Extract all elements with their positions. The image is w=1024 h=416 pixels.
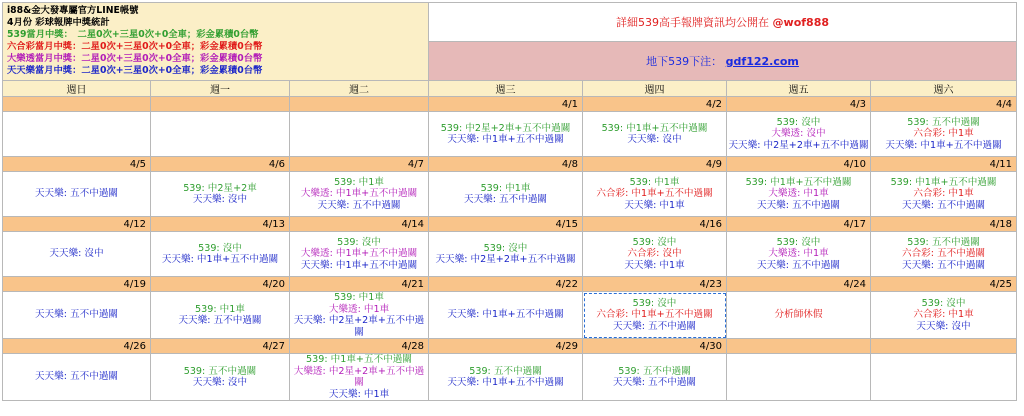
result-line: 大樂透: 中1車+五不中過關 xyxy=(300,248,418,260)
result-line: 大樂透: 中2星+2車+五不中過關 xyxy=(293,365,425,388)
result-line: 天天樂: 中1車+五不中過關 xyxy=(300,259,418,271)
results-row xyxy=(3,292,1017,339)
result-line: 分析師休假 xyxy=(774,309,823,321)
weekday-cell[interactable]: 週日 xyxy=(3,81,151,97)
result-line: 天天樂: 五不中過關 xyxy=(902,259,986,271)
date-row xyxy=(3,97,1017,112)
date-cell[interactable]: 4/8 xyxy=(429,157,583,172)
result-line: 天天樂: 五不中過關 xyxy=(34,371,119,383)
header-line: 天天樂當月中獎：二星0次+三星0次+0全車；彩金累積0台幣 xyxy=(7,65,263,76)
result-line: 天天樂: 沒中 xyxy=(627,134,682,145)
result-line: 天天樂: 中1車 xyxy=(328,388,390,400)
result-cell[interactable] xyxy=(583,172,727,217)
date-cell[interactable]: 4/13 xyxy=(151,217,290,232)
stats-header[interactable] xyxy=(3,3,429,81)
result-line: 六合彩: 五不中過關 xyxy=(902,248,986,260)
result-cell[interactable] xyxy=(583,292,727,339)
result-line: 539: 中1車+五不中過關 xyxy=(745,176,852,188)
result-line: 天天樂: 五不中過關 xyxy=(463,194,548,205)
result-cell[interactable] xyxy=(3,354,151,401)
result-cell[interactable] xyxy=(871,172,1017,217)
weekday-header-row xyxy=(3,81,1017,97)
result-cell[interactable] xyxy=(727,172,871,217)
result-cell[interactable] xyxy=(429,112,583,157)
result-line: 539: 中1車+五不中過關 xyxy=(890,176,997,188)
result-line: 大樂透: 沒中 xyxy=(771,128,826,140)
date-cell[interactable]: 4/22 xyxy=(429,277,583,292)
result-line: 天天樂: 五不中過關 xyxy=(756,259,841,271)
date-cell[interactable]: 4/4 xyxy=(871,97,1017,112)
weekday-cell[interactable]: 週六 xyxy=(871,81,1017,97)
site-link[interactable]: gdf122.com xyxy=(725,55,799,68)
result-line: 天天樂: 五不中過關 xyxy=(34,188,119,200)
result-line: 539: 沒中 xyxy=(776,116,821,128)
result-line: 天天樂: 中2星+2車+五不中過關 xyxy=(728,139,869,151)
date-cell[interactable]: 4/29 xyxy=(429,339,583,354)
weekday-cell[interactable]: 週三 xyxy=(429,81,583,97)
result-cell[interactable] xyxy=(583,354,727,401)
site-banner[interactable] xyxy=(429,42,1017,81)
weekday-cell[interactable]: 週二 xyxy=(290,81,429,97)
result-line: 539: 沒中 xyxy=(921,297,966,309)
result-line: 天天樂: 中1車+五不中過關 xyxy=(161,254,279,265)
date-cell[interactable]: 4/26 xyxy=(3,339,151,354)
weekday-cell[interactable]: 週一 xyxy=(151,81,290,97)
result-line: 天天樂: 五不中過關 xyxy=(612,377,697,388)
date-cell[interactable] xyxy=(871,339,1017,354)
result-line: 539: 中1車+五不中過關 xyxy=(306,354,412,365)
result-line: 539: 中1車 xyxy=(629,176,680,188)
result-line: 539: 中2星+2車 xyxy=(183,182,257,194)
date-cell[interactable] xyxy=(151,97,290,112)
result-line: 六合彩: 中1車+五不中過關 xyxy=(596,309,713,321)
result-cell[interactable] xyxy=(429,354,583,401)
calendar-table xyxy=(2,2,1017,401)
result-line: 天天樂: 中2星+2車+五不中過關 xyxy=(293,315,425,338)
result-line: 539: 沒中 xyxy=(632,297,677,309)
result-line: 六合彩: 中1車 xyxy=(913,309,974,321)
result-line: 六合彩: 沒中 xyxy=(627,248,682,260)
result-line: 天天樂: 沒中 xyxy=(192,377,248,388)
result-line: 天天樂: 沒中 xyxy=(49,248,104,260)
result-line: 大樂透: 中1車 xyxy=(328,303,390,315)
result-cell[interactable] xyxy=(727,112,871,157)
result-line: 六合彩: 中1車 xyxy=(913,188,974,200)
weekday-cell[interactable]: 週四 xyxy=(583,81,727,97)
result-cell[interactable] xyxy=(429,292,583,339)
result-cell[interactable] xyxy=(583,112,727,157)
header-line: 大樂透當月中獎：二星0次+三星0次+0全車；彩金累積0台幣 xyxy=(7,53,263,64)
date-cell[interactable] xyxy=(727,339,871,354)
result-cell[interactable] xyxy=(290,112,429,157)
result-cell[interactable] xyxy=(871,354,1017,401)
result-line: 大樂透: 中1車 xyxy=(768,248,829,260)
result-line: 天天樂: 五不中過關 xyxy=(34,309,119,321)
date-cell[interactable]: 4/10 xyxy=(727,157,871,172)
result-line: 539: 中1車 xyxy=(334,176,384,188)
result-line: 天天樂: 中2星+2車+五不中過關 xyxy=(435,254,576,265)
result-line: 539: 五不中過關 xyxy=(183,365,257,377)
date-cell[interactable]: 4/5 xyxy=(3,157,151,172)
result-line: 天天樂: 中1車 xyxy=(624,199,685,211)
header-line: 539當月中獎： 二星0次+三星0次+0全車；彩金累積0台幣 xyxy=(7,29,259,40)
result-line: 539: 中1車 xyxy=(480,182,531,194)
date-cell[interactable]: 4/30 xyxy=(583,339,727,354)
promo-text: 詳細539高手報牌資訊均公開在 xyxy=(616,16,773,29)
date-cell[interactable]: 4/14 xyxy=(290,217,429,232)
result-line: 天天樂: 中1車+五不中過關 xyxy=(447,134,564,145)
date-cell[interactable]: 4/3 xyxy=(727,97,871,112)
result-line: 天天樂: 五不中過關 xyxy=(756,199,841,211)
date-cell[interactable]: 4/1 xyxy=(429,97,583,112)
result-line: 天天樂: 中1車+五不中過關 xyxy=(447,377,564,388)
results-row xyxy=(3,232,1017,277)
date-cell[interactable] xyxy=(3,97,151,112)
date-row xyxy=(3,277,1017,292)
date-cell[interactable]: 4/12 xyxy=(3,217,151,232)
date-cell[interactable]: 4/7 xyxy=(290,157,429,172)
result-cell[interactable] xyxy=(871,292,1017,339)
header-line: 4月份 彩球報牌中獎統計 xyxy=(7,17,110,28)
date-cell[interactable]: 4/17 xyxy=(727,217,871,232)
date-cell[interactable]: 4/23 xyxy=(583,277,727,292)
result-line: 天天樂: 沒中 xyxy=(192,194,248,205)
date-row xyxy=(3,157,1017,172)
result-line: 大樂透: 中1車+五不中過關 xyxy=(300,188,418,200)
result-cell[interactable] xyxy=(871,232,1017,277)
result-line: 539: 中1車 xyxy=(195,303,245,315)
date-cell[interactable]: 4/16 xyxy=(583,217,727,232)
result-line: 天天樂: 五不中過關 xyxy=(317,199,401,211)
result-cell[interactable] xyxy=(290,172,429,217)
result-line: 539: 五不中過關 xyxy=(469,365,542,377)
results-row xyxy=(3,112,1017,157)
result-cell[interactable] xyxy=(727,232,871,277)
date-cell[interactable]: 4/15 xyxy=(429,217,583,232)
result-cell[interactable] xyxy=(3,172,151,217)
promo-account: @wof888 xyxy=(772,16,830,29)
date-cell[interactable]: 4/24 xyxy=(727,277,871,292)
promo-banner[interactable] xyxy=(429,3,1017,42)
result-cell[interactable] xyxy=(151,172,290,217)
date-cell[interactable]: 4/9 xyxy=(583,157,727,172)
result-cell[interactable] xyxy=(871,112,1017,157)
result-line: 539: 五不中過關 xyxy=(907,116,980,128)
result-line: 天天樂: 五不中過關 xyxy=(612,320,697,332)
result-cell[interactable] xyxy=(151,354,290,401)
header-line: i88&金大發專屬官方LINE帳號 xyxy=(7,5,139,16)
weekday-cell[interactable]: 週五 xyxy=(727,81,871,97)
result-line: 539: 中2星+2車+五不中過關 xyxy=(440,122,571,134)
results-row xyxy=(3,172,1017,217)
result-cell[interactable] xyxy=(290,232,429,277)
site-label: 地下539下注： xyxy=(646,55,726,68)
date-cell[interactable]: 4/20 xyxy=(151,277,290,292)
result-cell[interactable] xyxy=(583,232,727,277)
result-cell[interactable] xyxy=(3,232,151,277)
date-cell[interactable]: 4/25 xyxy=(871,277,1017,292)
result-line: 天天樂: 五不中過關 xyxy=(178,315,262,326)
result-line: 539: 沒中 xyxy=(776,236,821,248)
results-row xyxy=(3,354,1017,401)
result-line: 539: 中1車 xyxy=(334,292,384,303)
date-cell[interactable]: 4/28 xyxy=(290,339,429,354)
result-line: 六合彩: 中1車 xyxy=(913,128,974,140)
result-line: 六合彩: 中1車+五不中過關 xyxy=(596,188,713,200)
date-cell[interactable] xyxy=(290,97,429,112)
result-line: 539: 沒中 xyxy=(198,242,242,254)
result-line: 539: 沒中 xyxy=(337,236,381,248)
result-cell[interactable] xyxy=(151,112,290,157)
date-cell[interactable]: 4/11 xyxy=(871,157,1017,172)
header-line: 六合彩當月中獎：二星0次+三星0次+0全車；彩金累積0台幣 xyxy=(7,41,263,52)
date-cell[interactable]: 4/19 xyxy=(3,277,151,292)
date-cell[interactable]: 4/27 xyxy=(151,339,290,354)
date-cell[interactable]: 4/6 xyxy=(151,157,290,172)
result-line: 539: 五不中過關 xyxy=(907,236,980,248)
result-cell[interactable] xyxy=(290,354,429,401)
result-cell[interactable] xyxy=(151,292,290,339)
result-line: 大樂透: 中1車 xyxy=(768,188,829,200)
result-cell[interactable] xyxy=(727,292,871,339)
result-cell[interactable] xyxy=(429,232,583,277)
date-cell[interactable]: 4/21 xyxy=(290,277,429,292)
result-cell[interactable] xyxy=(290,292,429,339)
spreadsheet xyxy=(2,2,1016,401)
result-line: 539: 沒中 xyxy=(632,236,677,248)
result-cell[interactable] xyxy=(429,172,583,217)
result-line: 天天樂: 中1車 xyxy=(624,259,685,271)
result-cell[interactable] xyxy=(3,112,151,157)
date-cell[interactable]: 4/18 xyxy=(871,217,1017,232)
date-row xyxy=(3,217,1017,232)
result-line: 天天樂: 沒中 xyxy=(916,320,971,332)
date-cell[interactable]: 4/2 xyxy=(583,97,727,112)
result-line: 539: 中1車+五不中過關 xyxy=(601,122,708,134)
result-line: 天天樂: 中1車+五不中過關 xyxy=(447,309,564,321)
date-row xyxy=(3,339,1017,354)
result-line: 539: 五不中過關 xyxy=(618,365,691,377)
result-line: 天天樂: 中1車+五不中過關 xyxy=(885,139,1002,151)
result-cell[interactable] xyxy=(3,292,151,339)
result-cell[interactable] xyxy=(727,354,871,401)
result-line: 天天樂: 五不中過關 xyxy=(902,199,986,211)
result-line: 539: 沒中 xyxy=(483,242,528,254)
result-cell[interactable] xyxy=(151,232,290,277)
